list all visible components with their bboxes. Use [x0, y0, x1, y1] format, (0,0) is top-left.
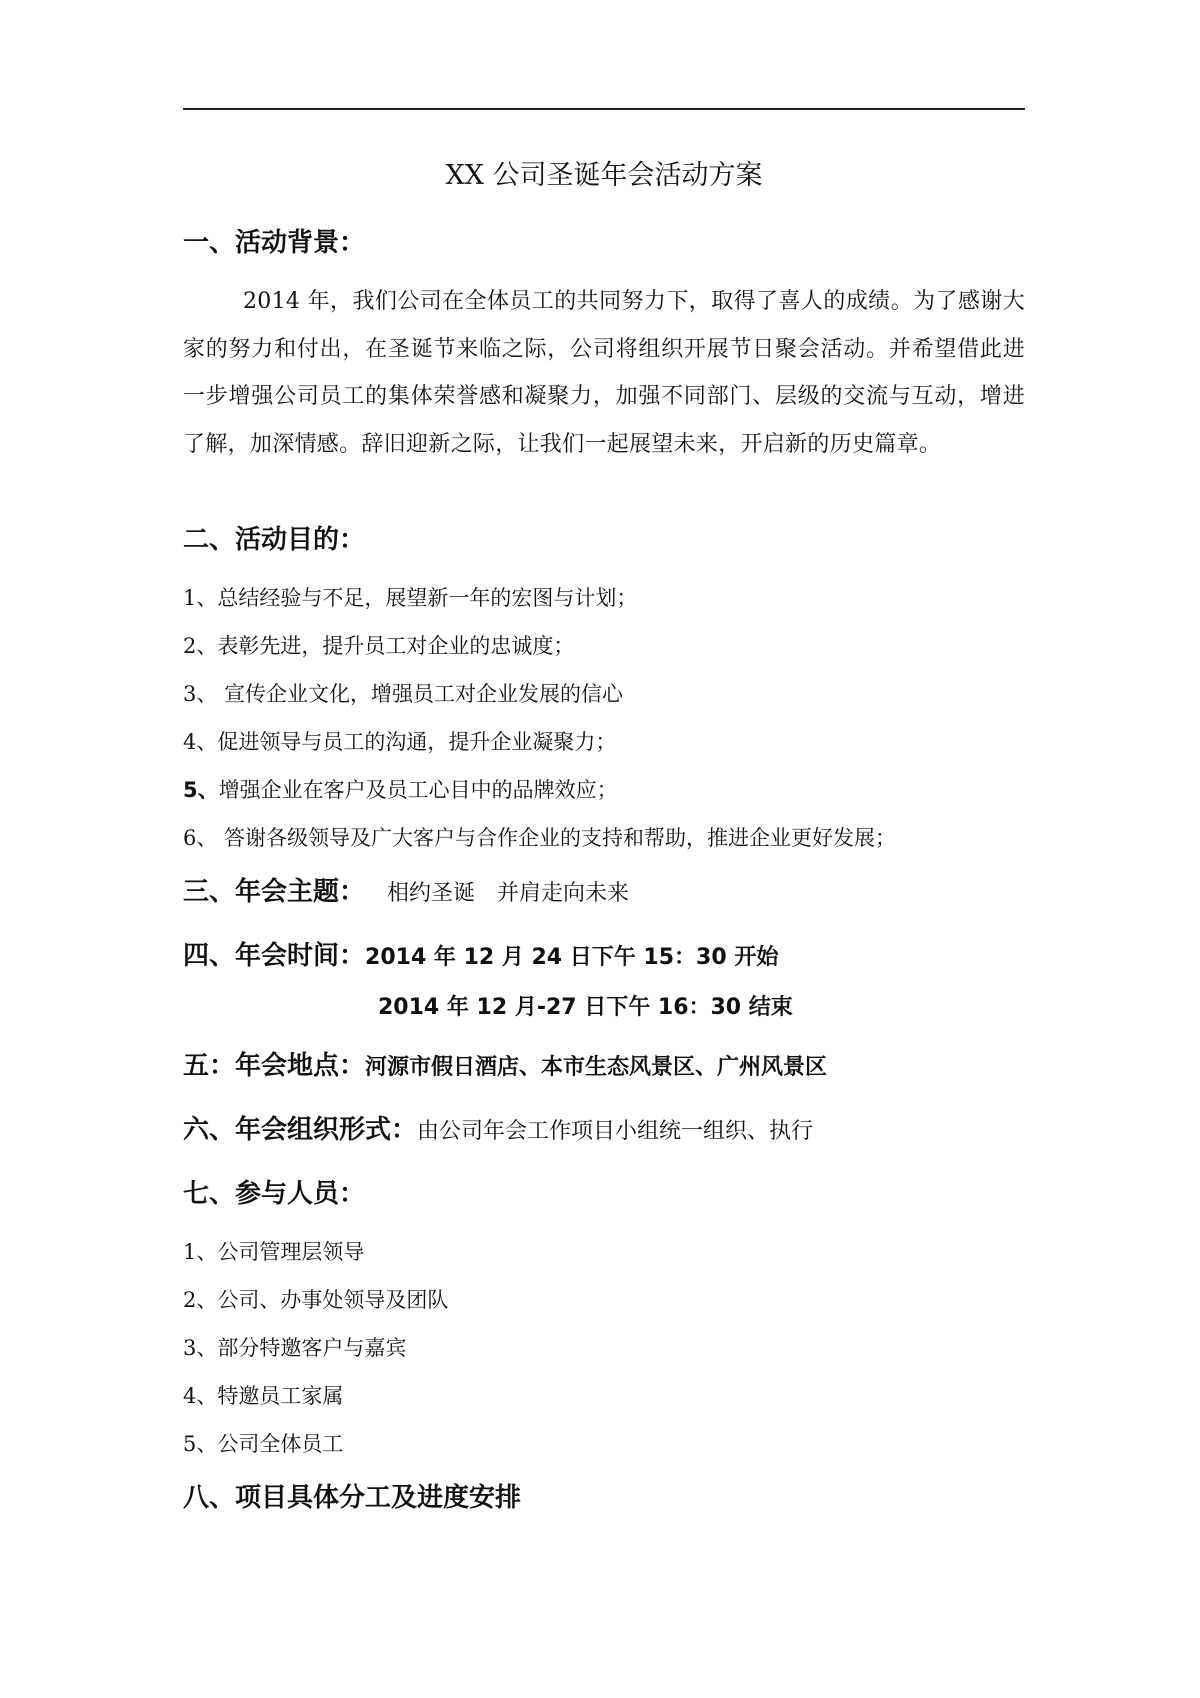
time-start: 2014 年 12 月 24 日下午 15：30 开始 — [365, 945, 779, 970]
section-heading-theme: 三、年会主题： — [183, 877, 366, 907]
section-heading-venue: 五：年会地点： — [183, 1051, 366, 1081]
section-heading-background: 一、活动背景： — [183, 228, 366, 258]
purpose-item-2: 2、表彰先进，提升员工对企业的忠诚度； — [183, 634, 575, 658]
header-rule — [183, 108, 1025, 110]
purpose-item-5-number: 5、 — [183, 778, 219, 802]
section-heading-purpose: 二、活动目的： — [183, 525, 366, 555]
participant-item-5: 5、公司全体员工 — [183, 1432, 344, 1456]
purpose-item-5-text: 增强企业在客户及员工心目中的品牌效应； — [218, 778, 618, 802]
purpose-item-6: 6、 答谢各级领导及广大客户与合作企业的支持和帮助，推进企业更好发展； — [183, 826, 897, 850]
section-organization — [183, 1112, 1025, 1150]
purpose-item-3: 3、 宣传企业文化，增强员工对企业发展的信心 — [183, 682, 624, 706]
participant-item-3: 3、部分特邀客户与嘉宾 — [183, 1336, 407, 1360]
purpose-item-5 — [183, 774, 1025, 806]
purpose-item-1: 1、总结经验与不足，展望新一年的宏图与计划； — [183, 586, 638, 610]
organization-value: 由公司年会工作项目小组统一组织、执行 — [417, 1119, 814, 1144]
participant-item-1: 1、公司管理层领导 — [183, 1240, 365, 1264]
document-page — [183, 0, 1025, 1698]
section-heading-time: 四、年会时间： — [183, 941, 366, 971]
section-theme — [183, 874, 1025, 912]
participant-item-4: 4、特邀员工家属 — [183, 1384, 344, 1408]
document-title: XX 公司圣诞年会活动方案 — [445, 160, 763, 191]
section-venue — [183, 1048, 1025, 1086]
background-paragraph: 2014 年，我们公司在全体员工的共同努力下，取得了喜人的成绩。为了感谢大家的努力和付出，在圣诞节来临之际，公司将组织开展节日聚会活动。并希望借此进一步增强公司员工的集体荣誉感和凝聚力，加强不同部门、层级的交流与互动，增进了解，加深情感。辞旧迎新之际，让我们一起展望未来，开启新的历史篇章。 — [183, 289, 1025, 457]
time-end: 2014 年 12 月-27 日下午 16：30 结束 — [378, 995, 793, 1020]
participant-item-2: 2、公司、办事处领导及团队 — [183, 1288, 449, 1312]
section-heading-participants: 七、参与人员： — [183, 1179, 366, 1209]
section-time — [183, 938, 1025, 976]
venue-value: 河源市假日酒店、本市生态风景区、广州风景区 — [365, 1055, 828, 1080]
theme-part-1: 相约圣诞 — [387, 881, 476, 906]
section-heading-organization: 六、年会组织形式： — [183, 1115, 418, 1145]
section-heading-schedule: 八、项目具体分工及进度安排 — [183, 1483, 522, 1513]
theme-part-2: 并肩走向未来 — [497, 881, 630, 906]
purpose-item-4: 4、促进领导与员工的沟通，提升企业凝聚力； — [183, 730, 617, 754]
